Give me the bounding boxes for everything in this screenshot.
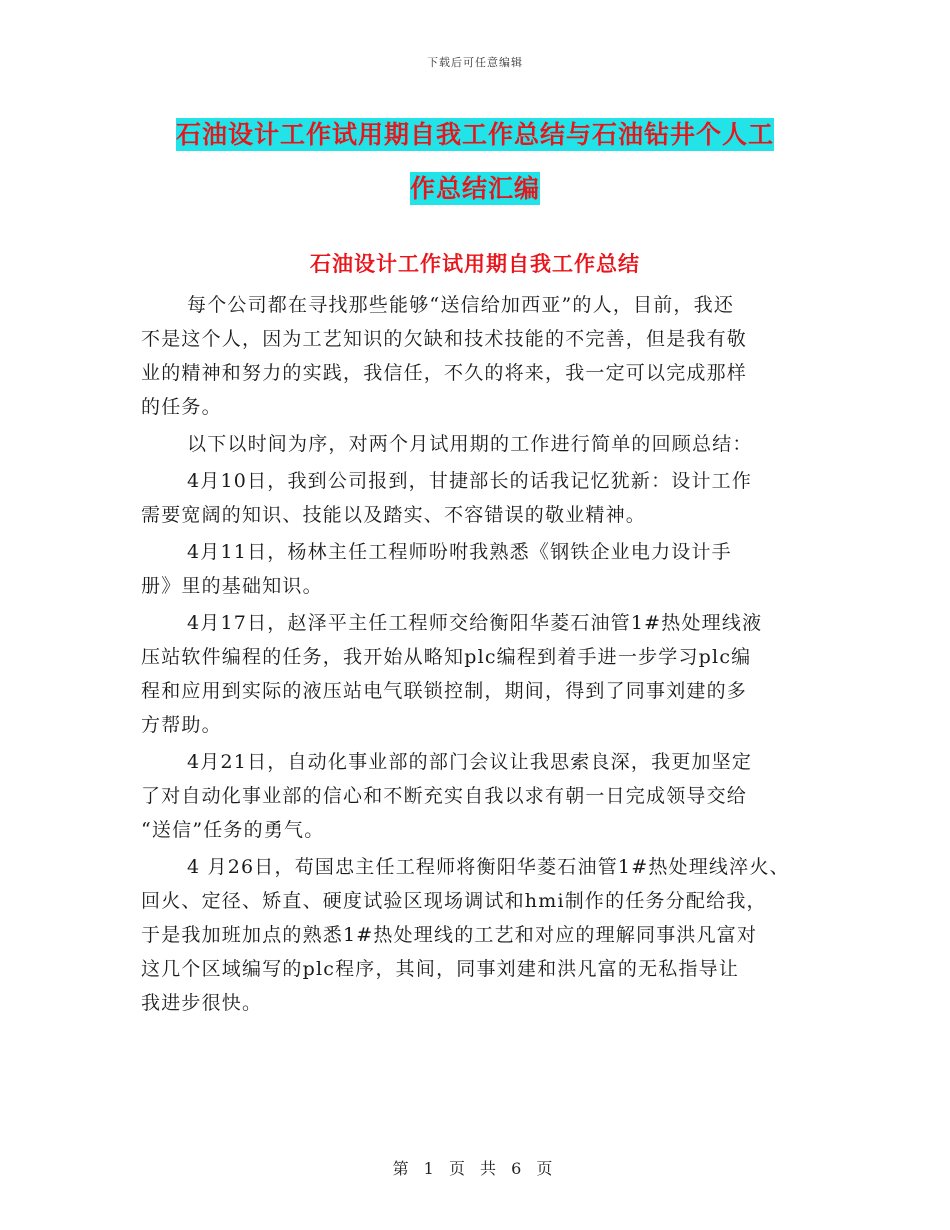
paragraph [141, 464, 821, 532]
document-title [0, 108, 950, 216]
paragraph-line: 4月11日，杨林主任工程师吩咐我熟悉《钢铁企业电力设计手 [187, 541, 732, 563]
paragraph [141, 427, 821, 461]
paragraph-line: 4月10日，我到公司报到，甘捷部长的话我记忆犹新：设计工作 [187, 470, 753, 492]
paragraph-line: “送信”任务的勇气。 [141, 819, 325, 841]
paragraph-line: 每个公司都在寻找那些能够“送信给加西亚”的人，目前，我还 [187, 294, 735, 316]
paragraph-line: 册》里的基础知识。 [141, 575, 323, 597]
paragraph-line: 业的精神和努力的实践，我信任，不久的将来，我一定可以完成那样 [141, 362, 748, 384]
paragraph-line: 于是我加班加点的熟悉1#热处理线的工艺和对应的理解同事洪凡富对 [141, 924, 758, 946]
paragraph-line: 我进步很快。 [141, 992, 263, 1014]
paragraph-line: 程和应用到实际的液压站电气联锁控制，期间，得到了同事刘建的多 [141, 680, 748, 702]
document-title-line-1: 石油设计工作试用期自我工作总结与石油钻井个人工 [175, 120, 774, 149]
section-title: 石油设计工作试用期自我工作总结 [310, 251, 640, 276]
paragraph-line: 以下以时间为序，对两个月试用期的工作进行简单的回顾总结： [187, 433, 753, 455]
paragraph-line: 不是这个人，因为工艺知识的欠缺和技术技能的不完善，但是我有敬 [141, 328, 748, 350]
paragraph-line: 4月17日，赵泽平主任工程师交给衡阳华菱石油管1#热处理线液 [187, 612, 763, 634]
paragraph-line: 4 月26日，苟国忠主任工程师将衡阳华菱石油管1#热处理线淬火、 [187, 856, 790, 878]
paragraph [141, 606, 821, 742]
paragraph [141, 850, 821, 1020]
paragraph-line: 需要宽阔的知识、技能以及踏实、不容错误的敬业精神。 [141, 504, 647, 526]
paragraph [141, 745, 821, 847]
header-note: 下载后可任意编辑 [427, 56, 523, 69]
paragraph-line: 回火、定径、矫直、硬度试验区现场调试和hmi制作的任务分配给我， [141, 890, 767, 912]
paragraph-line: 压站软件编程的任务，我开始从略知plc编程到着手进一步学习plc编 [141, 646, 752, 668]
paragraph-line: 的任务。 [141, 396, 222, 418]
paragraph-line: 了对自动化事业部的信心和不断充实自我以求有朝一日完成领导交给 [141, 785, 748, 807]
document-body [141, 288, 821, 1023]
paragraph [141, 535, 821, 603]
paragraph-line: 方帮助。 [141, 714, 222, 736]
paragraph-line: 这几个区域编写的plc程序，其间，同事刘建和洪凡富的无私指导让 [141, 958, 740, 980]
paragraph [141, 288, 821, 424]
document-title-line-2: 作总结汇编 [409, 174, 540, 203]
page-number-footer: 第 1 页 共 6 页 [392, 1159, 558, 1178]
paragraph-line: 4月21日，自动化事业部的部门会议让我思索良深，我更加坚定 [187, 751, 753, 773]
